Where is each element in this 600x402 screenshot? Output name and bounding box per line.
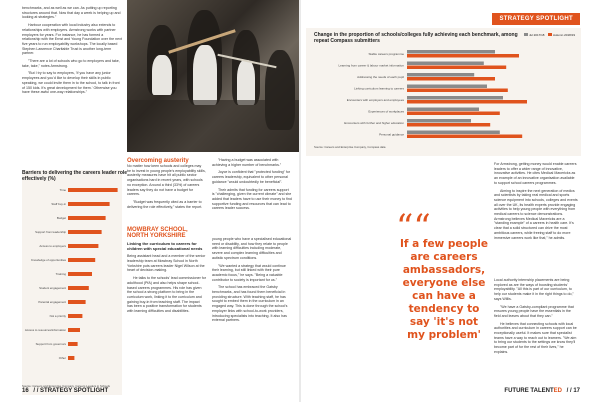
orchestra-photo (127, 0, 299, 152)
chart-category-label: Personal guidance (379, 132, 404, 137)
chart-category-label: Access to employers (39, 244, 66, 248)
paragraph: "But I try to say to employers, 'If you have any junior employees and you'd like to develop their skills in public speaking, we could invite them in to the school, to talk in front of 150 kids. It's great development for them.' Otherwise you have these awful one-way relationships." (22, 71, 120, 95)
paragraph: "There are a lot of schools who go to employers and take, take, take," notes Armstrong. (22, 59, 120, 68)
paragraph: "Having a budget was associated with achieving a higher number of benchmarks." (212, 158, 282, 167)
paragraph: For Armstrong, getting money would enable careers leaders to offer a wider range of innovative, innovative activities. He cites Medical Mavericks as an example of an innovative organisation available to support school careers programmes. (494, 162, 577, 185)
paragraph: young people who have a specialised educational need or disability, and how they relate to people with learning difficulties including moderate, severe and complex learning difficulties and autistic spectrum conditions. (212, 237, 292, 260)
quote-mark-icon: ““ (396, 207, 431, 247)
chart-category-label: Encounters with further and higher education (344, 121, 404, 125)
chart-category-label: Support from governors (35, 342, 66, 346)
chart-category-label: Access to resources/information (24, 328, 66, 332)
chart-bar (68, 230, 102, 234)
paragraph: The school has embraced the Gatsby benchmarks, and has found them beneficial in providing structure. With teaching staff, he has sought to embed them in the curriculum in an engaged way. This is done through the school's employer links with school-to-work providers, introducing specialists into teaching. It also has external partners. (212, 285, 288, 323)
chart-bar-series-b (407, 135, 522, 139)
paragraph: Local authority internship placements are being explored as are the ways of boosting students' employability. "All this is part of our curriculum, to help our students make it in the right things to do," says Willis. (494, 278, 574, 301)
paragraph: He believes that connecting schools with local authorities and curriculum in careers support can be exceptionally useful. It makes sure that specialist teams have a way to reach out to learners. "We aim to bring our students to the settings we know they'll become part of for the rest of their lives," he explains. (494, 321, 577, 354)
chart-bar-series-b (407, 123, 490, 127)
chart-bar (68, 202, 110, 206)
chart-category-label: Linking curriculum learning to careers (354, 86, 404, 91)
paragraph: He talks to the schools' lead commissioner for adulthood (PfA) and also helps shape school-based careers programmes. His role has given the school a strong platform to bring in the curriculum work, linking it to the curriculum and gaining buy-in from teaching staff. The impact has been a positive transformation for students with learning difficulties and disabilities. (127, 276, 206, 314)
paragraph: "We wanted a strategy that would continue their learning, but still linked with their pure academic focus," he says. "Being a valuable contributor to society is important for us." (212, 263, 286, 282)
chart-bar (68, 342, 78, 346)
chart-source: Source: Careers and Enterprise Company, Careers Leaders in Schools (22, 384, 110, 388)
chart-category-label: Not a priority (49, 314, 66, 318)
benchmarks-chart (306, 28, 581, 156)
chart-bar (68, 356, 74, 360)
chart-legend (524, 33, 575, 37)
page-number-right: / / 17 (566, 388, 580, 394)
barriers-chart (22, 170, 128, 395)
paragraph: Being assistant head and a member of the senior leadership team at Mowbray School in North Yorkshire puts careers leader Nigel Wilson at the heart of decision-making. (127, 254, 206, 273)
legend-label-a: Jul 2017/18 (528, 33, 545, 37)
chart-category-label: Knowledge of opportunities (31, 258, 66, 262)
legend-label-b: Autumn 2018/19 (552, 33, 575, 37)
chart-bar-series-b (407, 100, 527, 104)
chart-category-label: Learning from career & labour market information (338, 63, 404, 68)
paragraph: Harbour cooperation with local industry also extends to relationships with employers. Armstrong works with partner employers for years. For instance, he has formed a relationship with the Ernst and Young Foundation over the next five years to run employability workshops. The locally based Stephen Lawrence Charitable Trust is another long-term partner. (22, 23, 122, 56)
footer-publication: FUTURE TALENT (504, 388, 554, 394)
benchmarks-chart-svg (306, 46, 581, 146)
case-study-subheading: Linking the curriculum to careers for children with special educational needs (127, 241, 203, 252)
chart-bar (68, 188, 118, 192)
paragraph: Aiming to inspire the next generation of medics and scientists by taking real medical and sports science equipment into schools, colleges and events all over the UK, its health experts provide engaging activities to help young people with everything from medical careers to science demonstrations. Armstrong believes Medical Mavericks are a "standing example" of a careers in health care. It's clear that a solid structured can drive the most ambitious careers, while freeing staff to do more immersive careers work like that," he admits. (494, 188, 578, 240)
chart-category-label: Staff buy-in (51, 202, 66, 206)
chart-bar (68, 314, 82, 318)
chart-category-label: Parental engagement (38, 300, 66, 304)
paragraph: No matter how keen schools and colleges may be to invest in young people's employability skills, austerity measures have hit all public sector organisations hard in recent years, with schools no exception. Around a third (33%) of careers leaders say they do not have a budget for careers. (127, 164, 206, 197)
chart-bar-series-a (407, 62, 484, 66)
paragraph: Joyce is confident that "protected funding" for careers leadership, equivalent to other personal guidance "would undoubtedly be beneficial". (212, 170, 291, 184)
paragraph: "Budget was frequently cited as a barrier to delivering the role effectively," states the report. (127, 199, 203, 209)
chart-bar-series-a (407, 96, 503, 100)
left-page-right-column (212, 158, 292, 323)
pull-quote (396, 207, 489, 342)
paragraph: Their admits that funding for careers support is "challenging, given the current climate" and she added that leaders have to use their money to find supportive funding and resources that can lead to careers leader success. (212, 187, 292, 211)
chart-bar (68, 244, 98, 248)
chart-bar (68, 328, 80, 332)
section-badge: STRATEGY SPOTLIGHT (492, 13, 580, 25)
chart-bar-series-b (407, 66, 506, 70)
chart-bar-series-a (407, 119, 471, 123)
chart-title: Change in the proportion of schools/colleges fully achieving each benchmark, among repeat Compass submitters (314, 32, 518, 44)
chart-category-label: Experiences of workplaces (368, 109, 404, 114)
footer-right (504, 387, 580, 396)
footer-section-left: / / STRATEGY SPOTLIGHT (33, 388, 109, 394)
case-study-heading: MOWBRAY SCHOOL, NORTH YORKSHIRE (127, 227, 188, 240)
chart-category-label: Training (55, 272, 66, 276)
chart-bar-series-b (407, 112, 500, 116)
chart-bar (68, 286, 89, 290)
right-page-column-right (494, 162, 578, 240)
page-spine (299, 0, 301, 402)
chart-bar (68, 300, 86, 304)
middle-text-column (127, 158, 206, 314)
chart-bar (68, 216, 106, 220)
page-number-left: 16 (22, 388, 29, 394)
chart-category-label: Other (58, 356, 66, 360)
chart-bar-series-b (407, 77, 495, 81)
chart-category-label: Addressing the needs of each pupil (357, 75, 404, 79)
chart-bar-series-a (407, 85, 487, 89)
pull-quote-text: If a few people are careers ambassadors, everyone else can have a tendency to say 'it's not my problem' (400, 238, 489, 341)
legend-swatch-b (548, 33, 552, 36)
chart-bar-series-a (407, 108, 479, 112)
chart-bar-series-b (407, 89, 508, 93)
chart-category-label: Time (59, 188, 66, 192)
chart-bar (68, 258, 95, 262)
chart-bar (68, 272, 92, 276)
paragraph: "We have a Gatsby-compliant programme that ensures young people have the essentials in the field and leaves about that they can." (494, 304, 574, 318)
chart-bar-series-b (407, 54, 519, 58)
chart-bar-series-a (407, 131, 500, 135)
footer-publication-suffix: ED (553, 388, 562, 394)
chart-category-label: Encounters with employers and employees (346, 98, 404, 102)
left-text-column (22, 6, 122, 95)
chart-category-label: Budget (56, 216, 66, 220)
right-page-bottom-column (494, 278, 578, 355)
chart-source: Source: Careers and Enterprise Company, Compass data (314, 145, 386, 149)
legend-swatch-a (524, 33, 528, 36)
paragraph: benchmarks, and as well as we can. As putting up reporting structures around that. Now that day a week is helping up and looking at strategies." (22, 6, 121, 20)
section-heading: Overcoming austerity (127, 158, 189, 164)
chart-category-label: Stable careers programme (368, 52, 404, 56)
chart-bar-series-a (407, 73, 474, 77)
chart-category-label: Support from leadership (35, 230, 66, 234)
barriers-chart-svg (22, 182, 122, 382)
chart-bar-series-a (407, 50, 495, 54)
chart-title: Barriers to delivering the careers leader role effectively (%) (22, 170, 128, 182)
chart-category-label: Student engagement (39, 286, 66, 290)
